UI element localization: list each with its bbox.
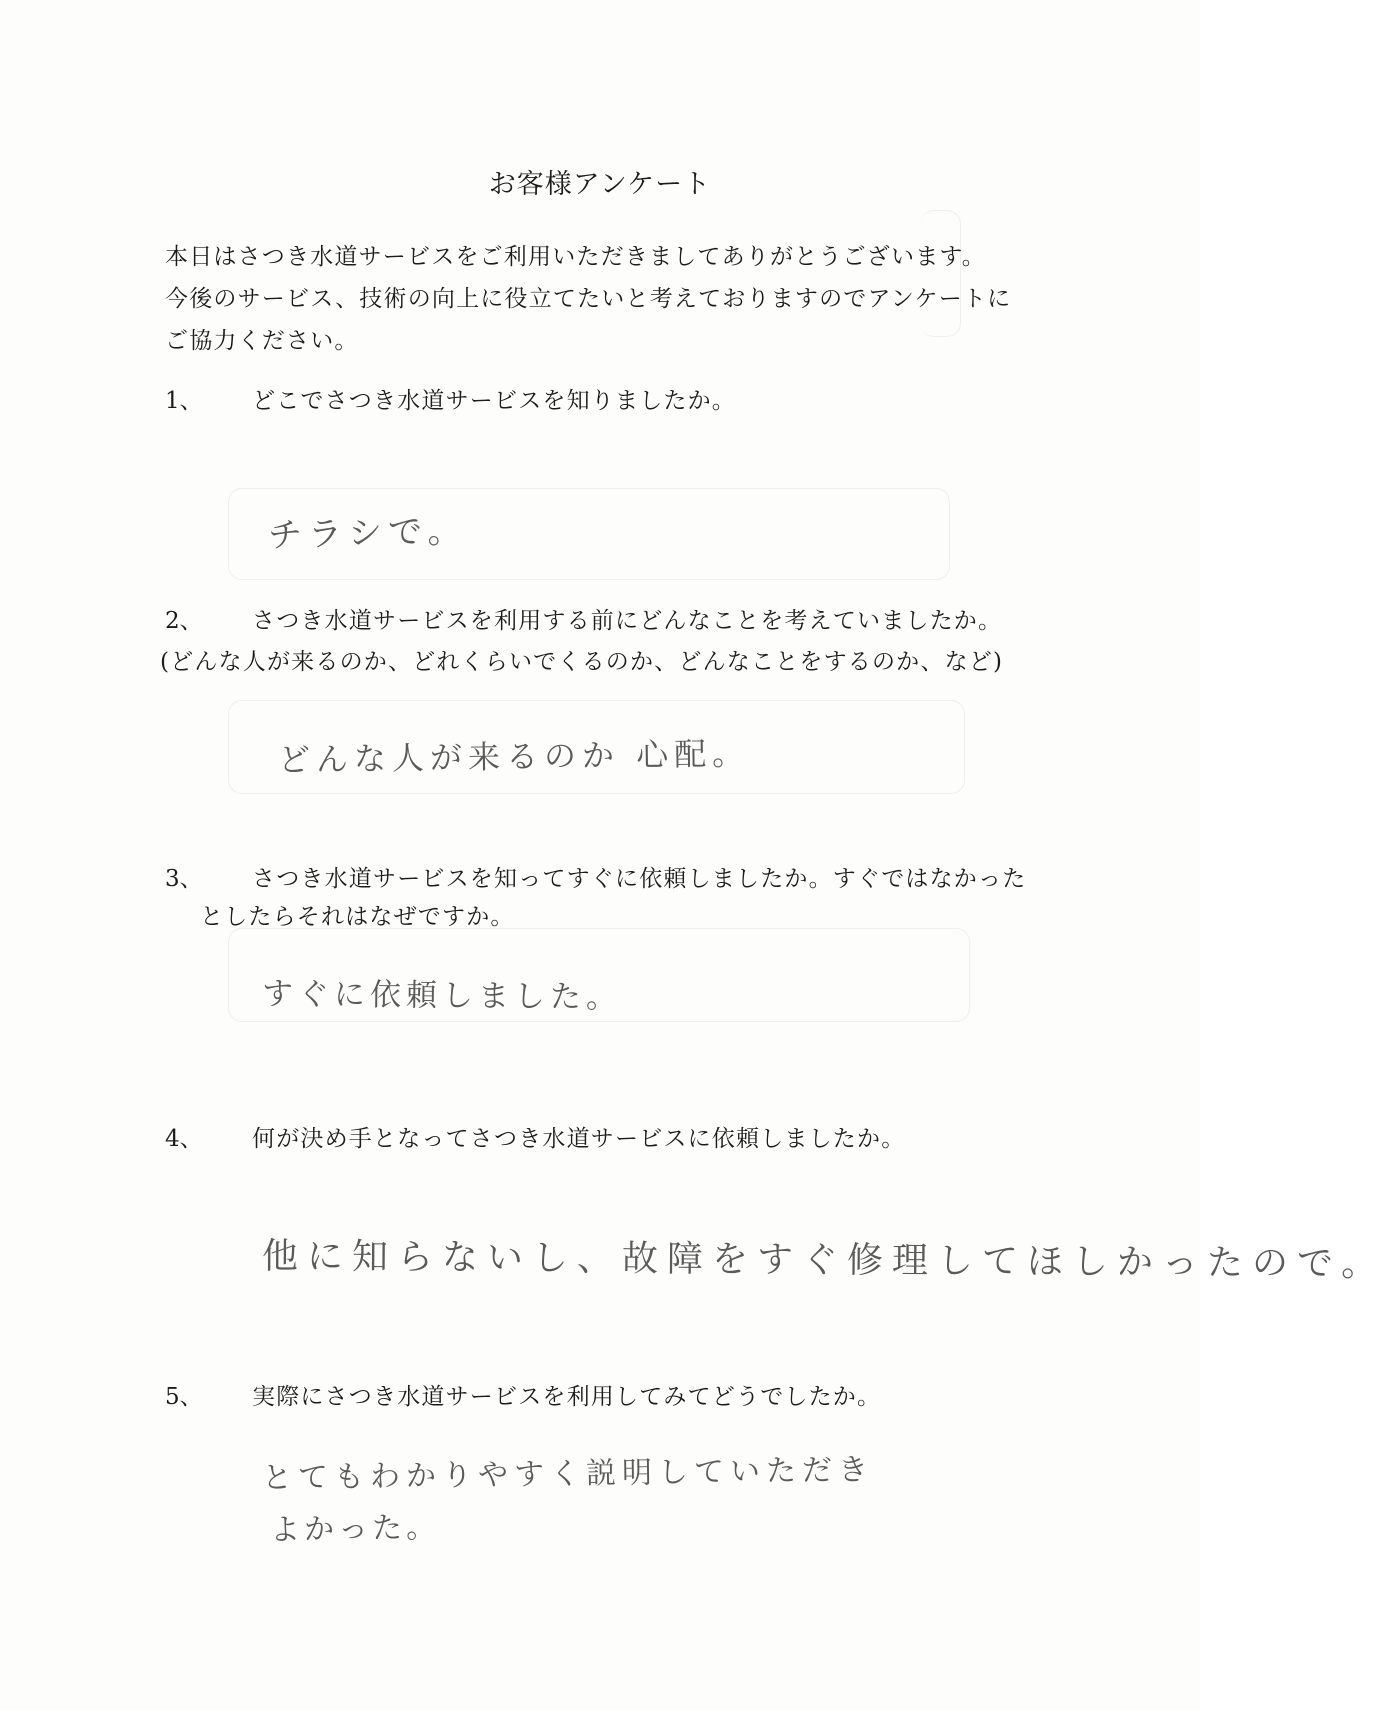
question-5-number: 5、 (165, 1384, 203, 1410)
question-5-text: 実際にさつき水道サービスを利用してみてどうでしたか。 (252, 1384, 882, 1410)
intro-line-2: 今後のサービス、技術の向上に役立てたいと考えておりますのでアンケートに (165, 286, 1012, 312)
question-4-text: 何が決め手となってさつき水道サービスに依頼しましたか。 (252, 1126, 906, 1152)
answer-2-handwritten: どんな人が来るのか 心配。 (277, 734, 751, 779)
question-1-number: 1、 (165, 388, 203, 414)
question-2-number: 2、 (165, 608, 203, 634)
question-3-number: 3、 (165, 866, 203, 892)
question-4-number: 4、 (165, 1126, 203, 1152)
question-1-text: どこでさつき水道サービスを知りましたか。 (252, 388, 736, 414)
show-through-box (920, 210, 961, 337)
question-2-text: さつき水道サービスを利用する前にどんなことを考えていましたか。 (252, 608, 1003, 634)
intro-line-1: 本日はさつき水道サービスをご利用いただきましてありがとうございます。 (165, 244, 986, 270)
intro-line-3: ご協力ください。 (165, 328, 359, 354)
page-title: お客様アンケート (488, 169, 712, 200)
question-3-continuation: としたらそれはなぜですか。 (200, 904, 515, 930)
question-2-note: (どんな人が来るのか、どれくらいでくるのか、どんなことをするのか、など) (160, 649, 1004, 675)
answer-3-handwritten: すぐに依頼しました。 (261, 976, 623, 1016)
answer-5-handwritten-line-1: とてもわかりやすく説明していただき (261, 1452, 875, 1496)
question-3-text: さつき水道サービスを知ってすぐに依頼しましたか。すぐではなかった (252, 866, 1027, 892)
answer-5-handwritten-line-2: よかった。 (269, 1510, 441, 1548)
answer-1-handwritten: チラシで。 (267, 510, 468, 556)
answer-4-handwritten: 他に知らないし、故障をすぐ修理してほしかったので。 (261, 1236, 1386, 1285)
